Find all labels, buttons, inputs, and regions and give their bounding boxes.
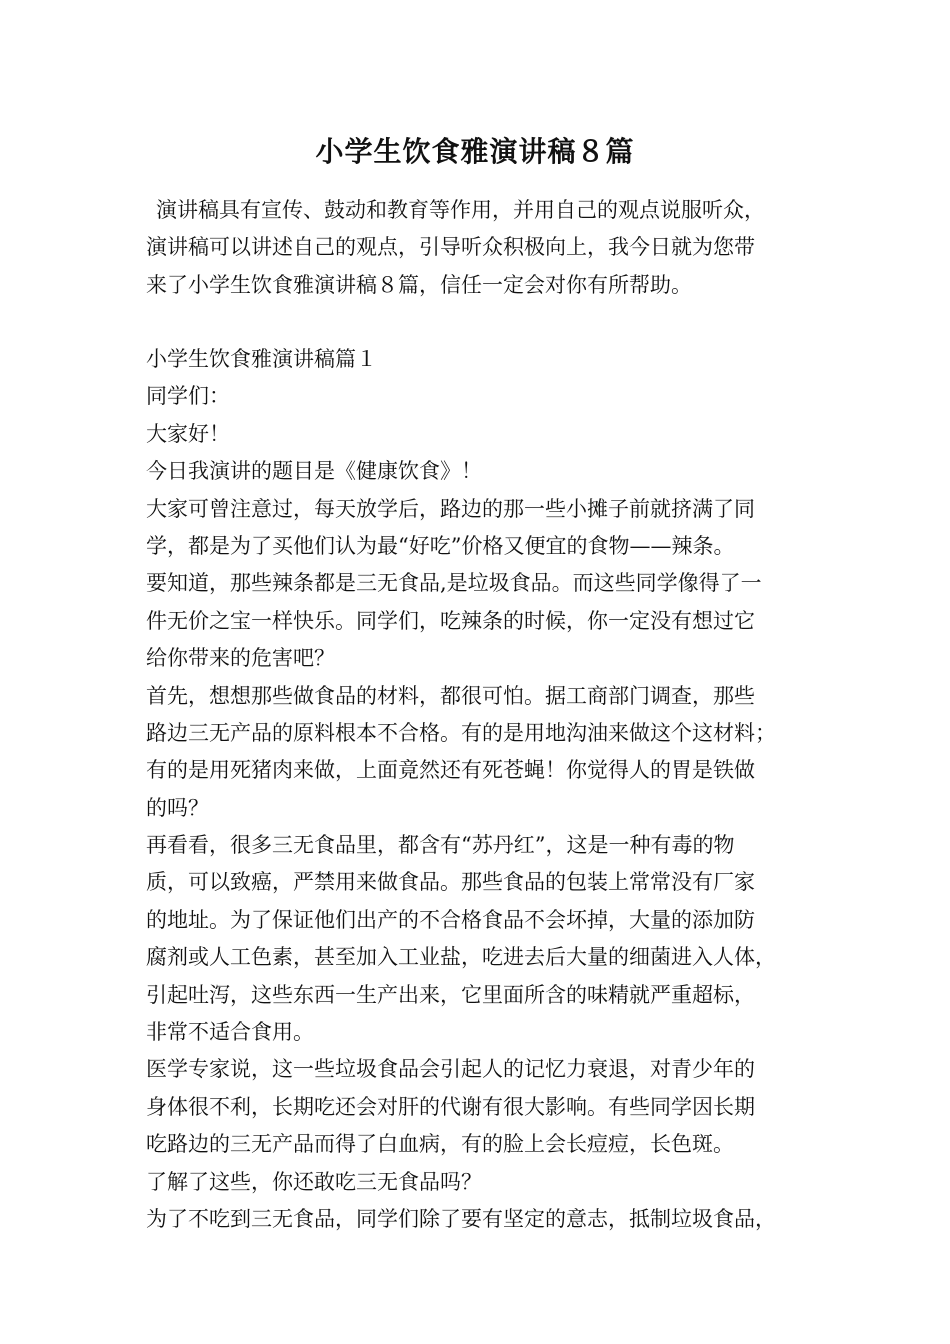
text-line: 吃路边的三无产品而得了白血病，有的脸上会长痘痘，长色斑。 xyxy=(146,1132,734,1157)
text-line: 质，可以致癌，严禁用来做食品。那些食品的包装上常常没有厂家 xyxy=(146,870,755,895)
speech-section-1 xyxy=(146,341,826,1238)
intro-paragraph xyxy=(146,192,826,304)
text-line: 大家可曾注意过，每天放学后，路边的那一些小摊子前就挤满了同 xyxy=(146,496,755,521)
text-line: 首先，想想那些做食品的材料，都很可怕。据工商部门调查，那些 xyxy=(146,683,755,708)
intro-line: 演讲稿可以讲述自己的观点，引导听众积极向上，我今日就为您带 xyxy=(146,235,755,260)
text-line: 腐剂或人工色素，甚至加入工业盐，吃进去后大量的细菌进入人体， xyxy=(146,945,776,970)
text-line: 的吗？ xyxy=(146,795,209,820)
text-line: 再看看，很多三无食品里，都含有“苏丹红”，这是一种有毒的物 xyxy=(146,833,735,858)
text-line: 的地址。为了保证他们出产的不合格食品不会坏掉，大量的添加防 xyxy=(146,907,755,932)
text-line: 要知道，那些辣条都是三无食品,是垃圾食品。而这些同学像得了一 xyxy=(146,571,762,596)
text-line: 引起吐泻，这些东西一生产出来，它里面所含的味精就严重超标， xyxy=(146,982,755,1007)
text-line: 身体很不利，长期吃还会对肝的代谢有很大影响。有些同学因长期 xyxy=(146,1094,755,1119)
text-line: 学，都是为了买他们认为最“好吃”价格又便宜的食物——辣条。 xyxy=(146,533,735,558)
document-title: 小学生饮食雅演讲稿８篇 xyxy=(315,135,635,168)
section-heading: 小学生饮食雅演讲稿篇１ xyxy=(146,347,377,371)
text-line: 非常不适合食用。 xyxy=(146,1020,314,1045)
text-line: 给你带来的危害吧？ xyxy=(146,646,335,671)
text-line: 同学们： xyxy=(146,384,230,409)
text-line: 今日我演讲的题目是《健康饮食》！ xyxy=(146,459,482,484)
text-line: 路边三无产品的原料根本不合格。有的是用地沟油来做这个这材料； xyxy=(146,720,776,745)
text-line: 有的是用死猪肉来做，上面竟然还有死苍蝇！你觉得人的胃是铁做 xyxy=(146,758,755,783)
text-line: 为了不吃到三无食品，同学们除了要有坚定的意志，抵制垃圾食品， xyxy=(146,1206,776,1231)
text-line: 件无价之宝一样快乐。同学们，吃辣条的时候，你一定没有想过它 xyxy=(146,608,755,633)
intro-line: 演讲稿具有宣传、鼓动和教育等作用，并用自己的观点说服听众， xyxy=(156,198,765,222)
text-line: 大家好！ xyxy=(146,421,230,446)
text-line: 了解了这些，你还敢吃三无食品吗？ xyxy=(146,1169,482,1194)
text-line: 医学专家说，这一些垃圾食品会引起人的记忆力衰退，对青少年的 xyxy=(146,1057,755,1082)
intro-line: 来了小学生饮食雅演讲稿８篇，信任一定会对你有所帮助。 xyxy=(146,272,692,297)
